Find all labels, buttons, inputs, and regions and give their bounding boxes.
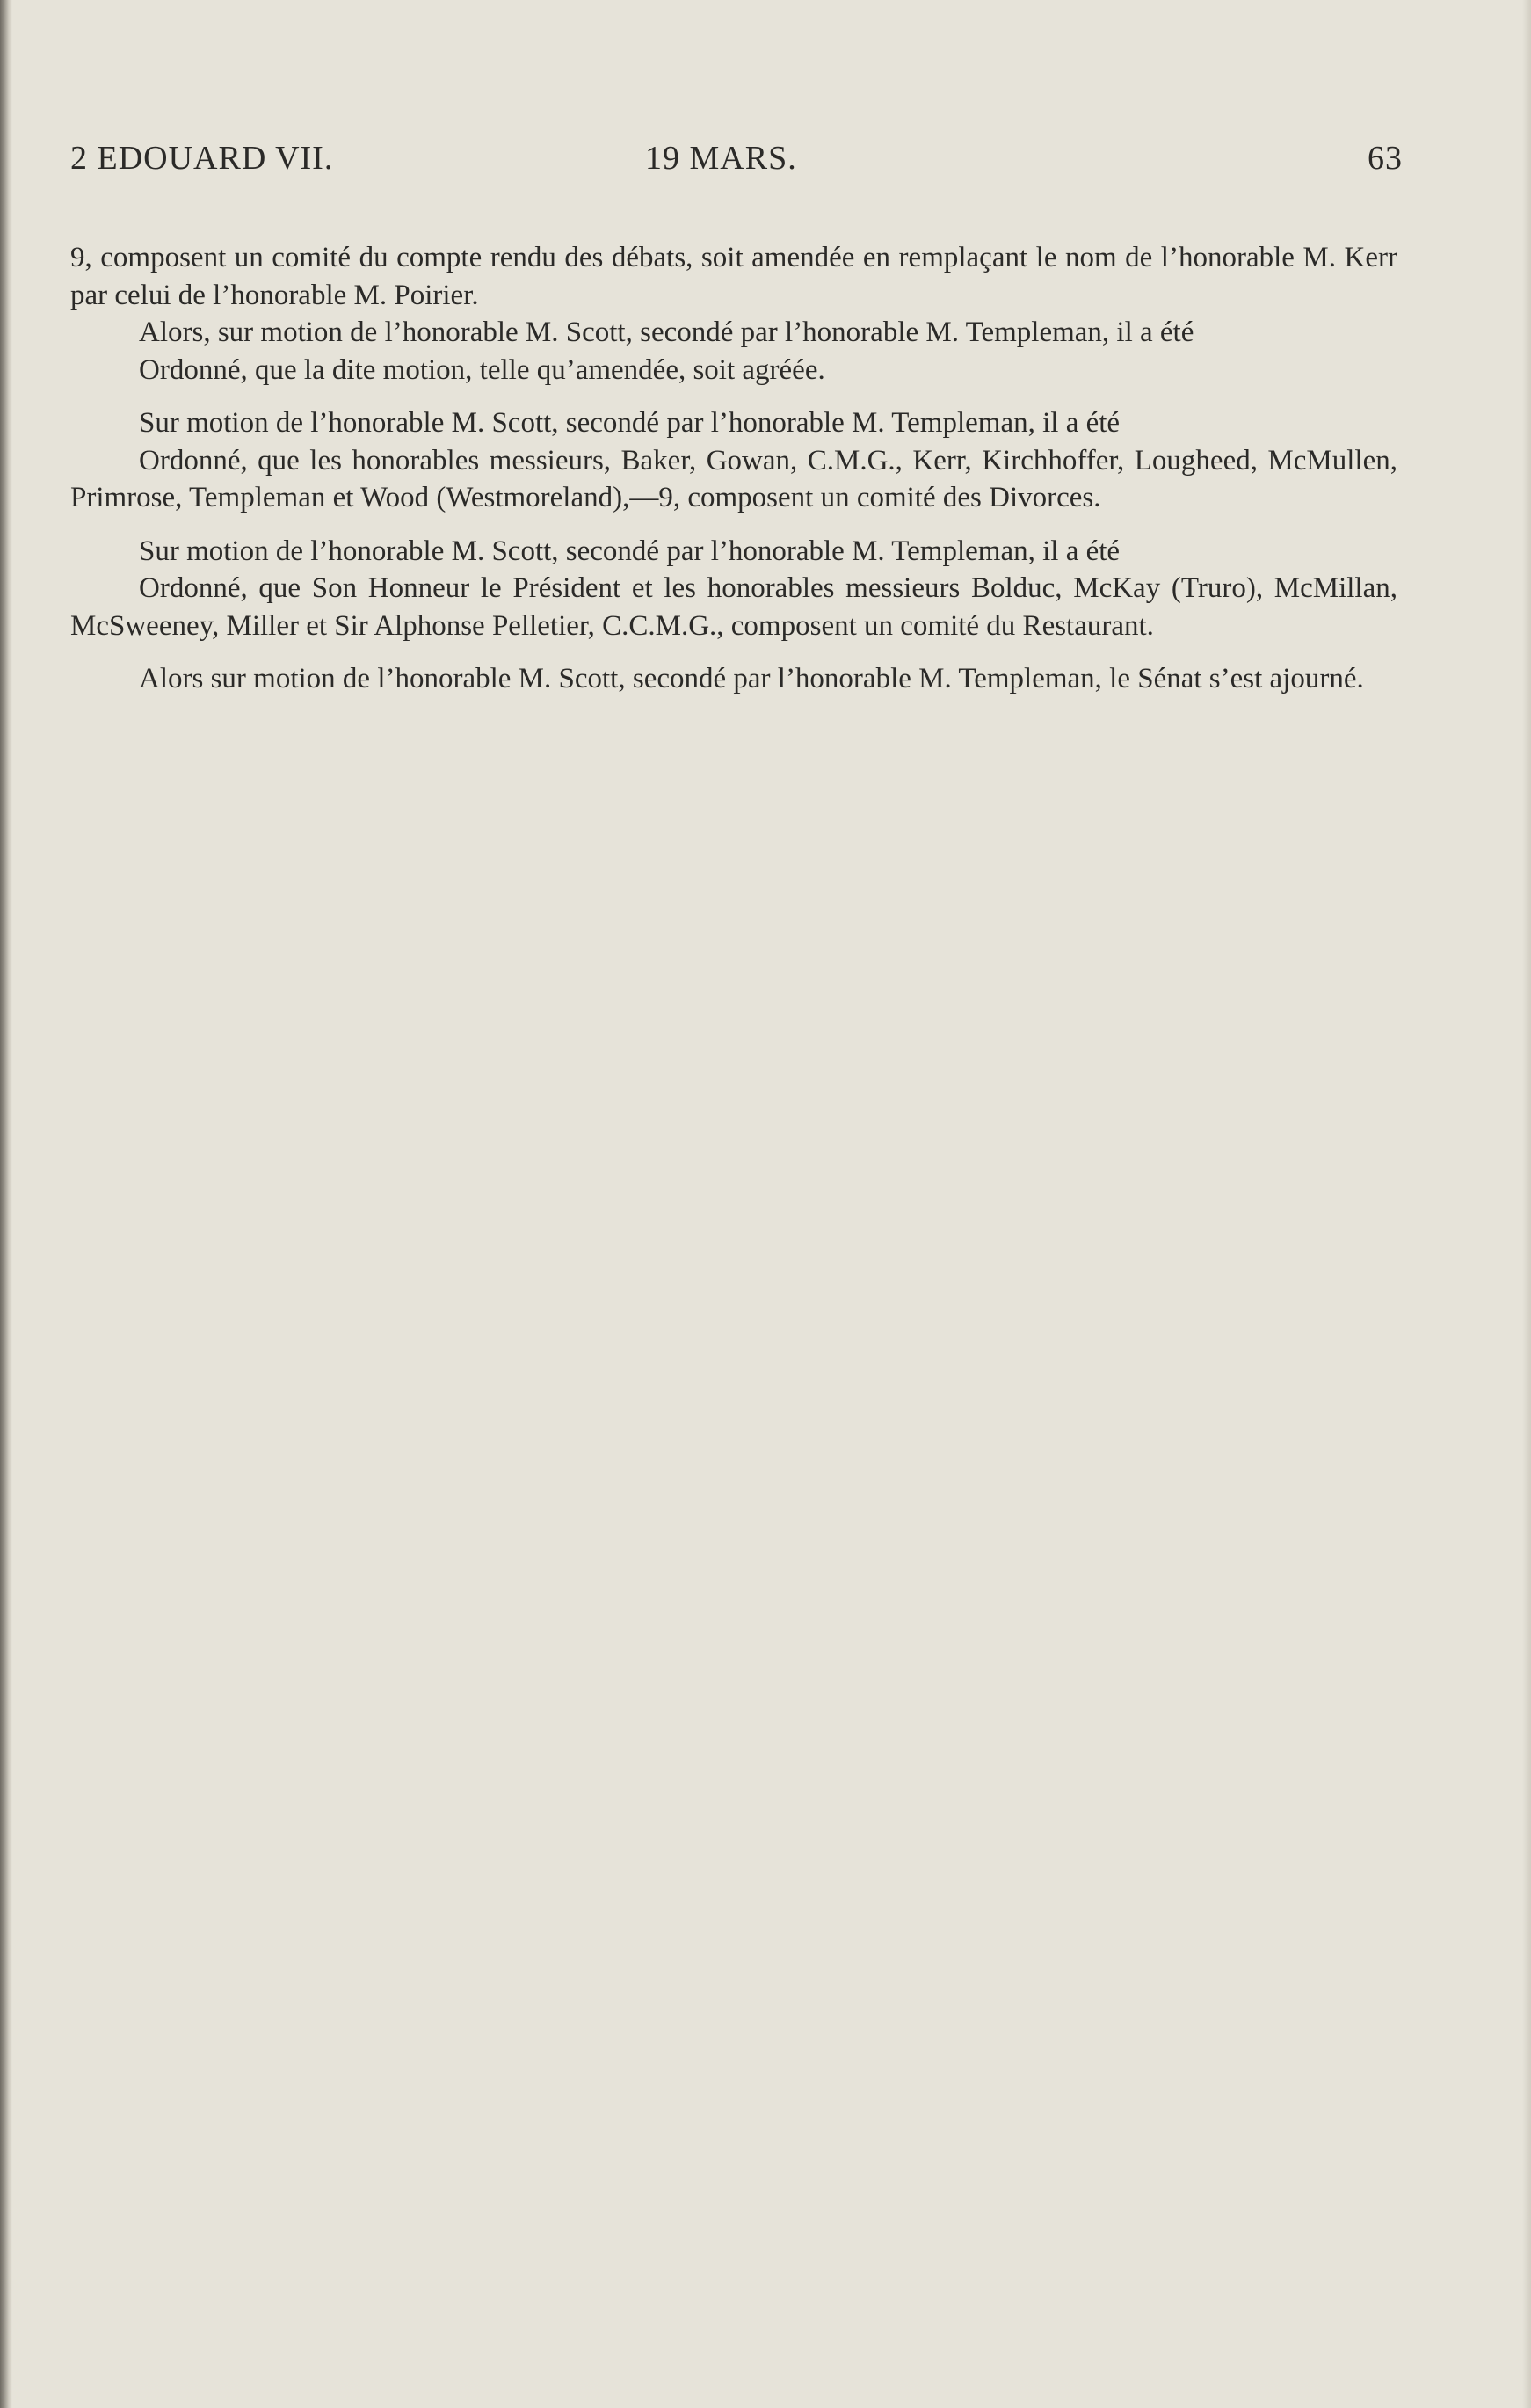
page-number: 63 bbox=[1368, 140, 1403, 177]
header-session: 2 EDOUARD VII. bbox=[70, 140, 334, 177]
paragraph-motion: Sur motion de l’honorable M. Scott, secondé par l’honorable M. Templeman, il a été bbox=[139, 535, 1121, 567]
paragraph-order: Ordonné, que Son Honneur le Président et les honorables messieurs Bolduc, McKay (Truro), McMillan, McSweeney, Miller et Sir Alphonse Pelletier, C.C.M.G., composent un comité du Restaurant. bbox=[70, 572, 1397, 642]
paragraph-continuation: 9, composent un comité du compte rendu des débats, soit amendée en remplaçant le nom de l’honorable M. Kerr par celui de l’honorable M. Poirier. bbox=[70, 242, 1397, 311]
paragraph-order: Ordonné, que la dite motion, telle qu’amendée, soit agréée. bbox=[139, 353, 825, 386]
paragraph-motion: Alors, sur motion de l’honorable M. Scott, secondé par l’honorable M. Templeman, il a été bbox=[139, 316, 1194, 348]
paragraph-adjournment: Alors sur motion de l’honorable M. Scott, secondé par l’honorable M. Templeman, le Sénat s’est ajourné. bbox=[139, 663, 1364, 695]
paragraph-motion: Sur motion de l’honorable M. Scott, secondé par l’honorable M. Templeman, il a été bbox=[139, 407, 1121, 439]
header-date: 19 MARS. bbox=[645, 140, 797, 177]
page-binding-shadow bbox=[0, 0, 12, 2408]
body-text bbox=[70, 239, 1397, 698]
running-header bbox=[70, 139, 1403, 183]
page-right-edge bbox=[1522, 0, 1531, 2408]
paragraph-order: Ordonné, que les honorables messieurs, Baker, Gowan, C.M.G., Kerr, Kirchhoffer, Lougheed, McMullen, Primrose, Templeman et Wood (Westmoreland),—9, composent un comité des Divorces. bbox=[70, 444, 1397, 513]
